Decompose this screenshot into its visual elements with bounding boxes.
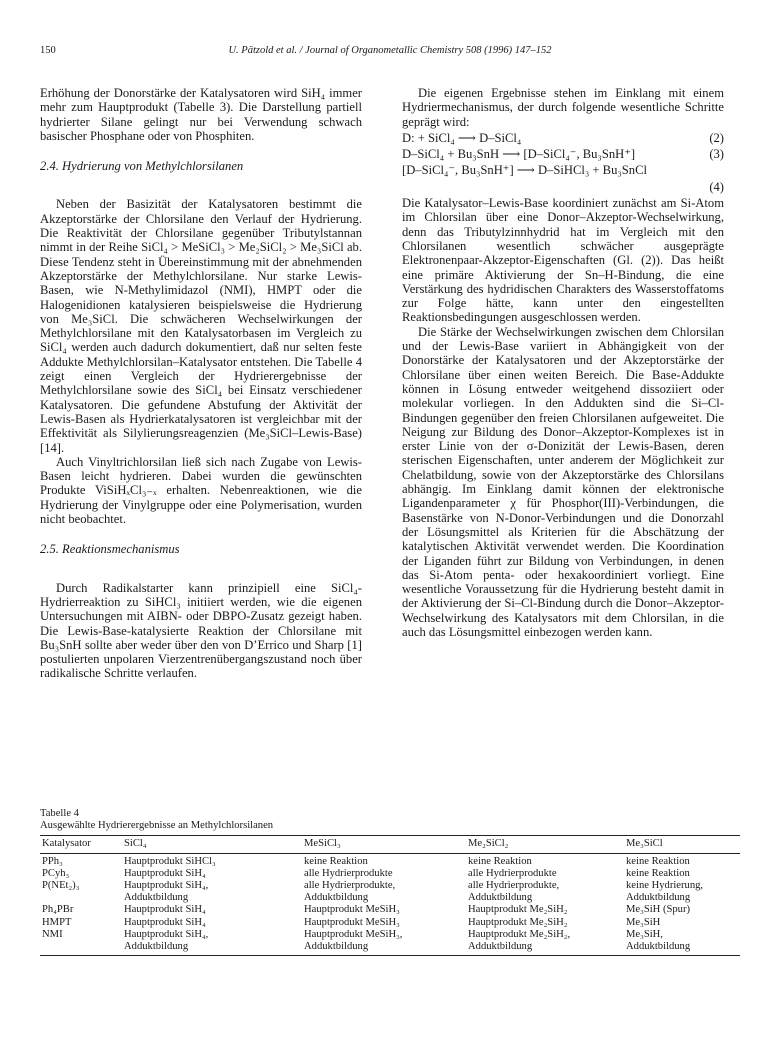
table-cell: Hauptprodukt SiH₄, Adduktbildung bbox=[122, 929, 302, 956]
paragraph: Durch Radikalstarter kann prinzipiell eine SiCl₄-Hydrierreaktion zu SiHCl₃ initiiert werden, wie die eigenen Untersuchungen mit AIBN- oder DBPO-Zusatz gezeigt haben. Die Lewis-Base-katalysierte Reaktion der Chlorsilane mit Bu₃SnH sollte aber weder über den von D’Errico und Sharp [1] postulierten unpolaren Vierzentrenübergangszustand noch über radikalische Schritte verlaufen. bbox=[40, 580, 362, 681]
equation-4 bbox=[402, 163, 724, 177]
right-column bbox=[402, 86, 724, 639]
table-4 bbox=[40, 808, 740, 956]
left-column bbox=[40, 86, 362, 681]
table-cell: Hauptprodukt Me₂SiH₂ bbox=[468, 916, 568, 928]
table-caption: Ausgewählte Hydrierergebnisse an Methylchlorsilanen bbox=[40, 820, 274, 832]
table-cell: Hauptprodukt SiH₄ bbox=[124, 904, 206, 916]
table-cell: keine Reaktion bbox=[626, 867, 690, 879]
equation-2 bbox=[402, 131, 724, 145]
column-header: Me₃SiCl bbox=[624, 836, 740, 853]
table-cell: PCyh₃ bbox=[42, 867, 70, 879]
table-header-row bbox=[40, 836, 740, 853]
equation-number: (2) bbox=[709, 130, 724, 145]
page-number: 150 bbox=[40, 45, 56, 56]
table-row bbox=[40, 880, 740, 904]
table-cell: Hauptprodukt SiH₄ bbox=[124, 867, 206, 879]
table-cell: Me₃SiH bbox=[626, 916, 661, 928]
table-cell: alle Hydrierprodukte bbox=[468, 867, 557, 879]
results-table bbox=[40, 835, 740, 956]
table-cell: Hauptprodukt MeSiH₃ bbox=[304, 916, 400, 928]
table-cell: Me₃SiH (Spur) bbox=[626, 904, 691, 916]
section-heading-2-5: 2.5. Reaktionsmechanismus bbox=[40, 542, 180, 557]
table-cell: Hauptprodukt SiH₄, Adduktbildung bbox=[124, 880, 209, 904]
journal-citation: U. Pätzold et al. / Journal of Organometallic Chemistry 508 (1996) 147–152 bbox=[228, 45, 552, 56]
column-header: Me₂SiCl₂ bbox=[466, 836, 624, 853]
table-cell: PPh₃ bbox=[42, 855, 63, 867]
running-header bbox=[40, 45, 740, 59]
table-row bbox=[40, 917, 740, 929]
equation-number: (4) bbox=[709, 179, 724, 194]
equation-text: [D–SiCl₄⁻, Bu₃SnH⁺] ⟶ D–SiHCl₃ + Bu₃SnCl bbox=[402, 163, 647, 178]
table-cell: keine Hydrierung, Adduktbildung bbox=[626, 880, 704, 904]
equation-text: D: + SiCl₄ ⟶ D–SiCl₄ bbox=[402, 130, 522, 145]
table-cell: alle Hydrierprodukte, Adduktbildung bbox=[304, 880, 396, 904]
table-cell: P(NEt₂)₃ bbox=[42, 880, 80, 892]
table-cell: alle Hydrierprodukte, Adduktbildung bbox=[468, 880, 560, 904]
table-cell: keine Reaktion bbox=[468, 855, 532, 867]
paragraph: Auch Vinyltrichlorsilan ließ sich nach Zugabe von Lewis-Basen leicht hydrieren. Dabei wurden die gewünschten Produkte ViSiHₓCl₃₋ₓ erhalten. Nebenreaktionen, wie die Hydrierung der Vinylgruppe oder eine Polymerisation, wurden nicht beobachtet. bbox=[40, 454, 362, 527]
table-label: Tabelle 4 bbox=[40, 808, 79, 819]
table-row bbox=[40, 904, 740, 916]
paragraph: Erhöhung der Donorstärke der Katalysatoren wird SiH₄ immer mehr zum Hauptprodukt (Tabelle 3). Die Darstellung partiell hydrierter Silane gelingt nur bei Verwendung schwach basischer Phosphane oder von Phosphiten. bbox=[40, 86, 362, 143]
paragraph: Die eigenen Ergebnisse stehen im Einklang mit einem Hydriermechanismus, der durch folgende wesentliche Schritte geprägt wird: bbox=[402, 86, 724, 129]
section-heading-2-4: 2.4. Hydrierung von Methylchlorsilanen bbox=[40, 159, 244, 174]
table-body bbox=[40, 853, 740, 956]
table-cell: Hauptprodukt Me₂SiH₂ bbox=[468, 904, 568, 916]
table-cell: HMPT bbox=[42, 916, 72, 928]
table-row bbox=[40, 929, 740, 956]
column-header: MeSiCl₃ bbox=[302, 836, 466, 853]
table-cell: Hauptprodukt SiH₄ bbox=[124, 916, 206, 928]
table-cell: keine Reaktion bbox=[626, 855, 690, 867]
table-cell: Hauptprodukt Me₂SiH₂, Adduktbildung bbox=[466, 929, 624, 956]
paragraph: Die Stärke der Wechselwirkungen zwischen dem Chlorsilan und der Lewis-Base variiert in Abhängigkeit von der Donorstärke der Katalysatoren und der Akzeptorstärke der Chlorsilane über einen weiten Bereich. Die Base-Addukte können in Lösung entweder weitgehend dissoziiert oder molekular vorliegen. In den Addukten sind die Si–Cl-Bindungen gegenüber den freien Chlorsilanen aufgeweitet. Die Neigung zur Bildung des Donor–Akzeptor-Komplexes ist in erster Linie von der σ-Donizität der Lewis-Basen, deren sterischen Eigenschaften, unter anderem der Möglichkeit zur Chelatbildung, sowie von der Akzeptorstärke des Chlorsilans abhängig. Im Einklang damit können der elektronische Ligandenparameter χ für Phosphor(III)-Verbindungen, die Basenstärke von N-Donor-Verbindungen und die Donorzahl der Lösungsmittel als Kriterien für die Abschätzung der katalytischen Aktivität verwendet werden. Die Koordination der Liganden führt zur Bildung von Verbindungen, in denen das Si-Atom penta- oder hexakoordiniert vorliegt. Eine wesentliche Voraussetzung für die Hydrierung besteht damit in der Aktivierung der Si–Cl-Bindung durch die Donor–Akzeptor-Wechselwirkung des Katalysators mit dem Chlorsilan, in die auch das Lösungsmittel einbezogen werden kann. bbox=[402, 324, 724, 639]
table-cell: Ph₄PBr bbox=[42, 904, 74, 916]
table-cell: NMI bbox=[40, 929, 122, 956]
table-cell: Me₃SiH, Adduktbildung bbox=[624, 929, 740, 956]
table-cell: Hauptprodukt SiHCl₃ bbox=[124, 855, 216, 867]
table-row bbox=[40, 868, 740, 880]
paragraph: Neben der Basizität der Katalysatoren bestimmt die Akzeptorstärke der Chlorsilane den Verlauf der Hydrierung. Die Reaktivität der Chlorsilane gegenüber Tributylstannan nimmt in der Reihe SiCl₄ > MeSiCl₃ > Me₂SiCl₂ > Me₃SiCl ab. Diese Tendenz steht in Übereinstimmung mit der abnehmenden Akzeptorstärke der Methylchlorsilane. Nur starke Lewis-Basen, wie N-Methylimidazol (NMI), HMPT oder die Halogenidionen katalysieren beispielsweise die Hydrierung von Me₃SiCl. Die schwächeren Wechselwirkungen der Methylchlorsilane mit den Katalysatorbasen im Vergleich zu SiCl₄ werden auch dadurch dokumentiert, daß nur selten feste Addukte Methylchlorsilan–Katalysator entstehen. Die Tabelle 4 zeigt einen Vergleich der Hydrierergebnisse der Methylchlorsilane sowie des SiCl₄ bei Einsatz verschiedener Katalysatoren. Die gefundene Abstufung der Aktivität der Lewis-Basen als Hydrierkatalysatoren ist vergleichbar mit der Effektivität als Silylierungsreagenzien (Me₃SiCl–Lewis-Base) [14]. bbox=[40, 197, 362, 455]
table-cell: keine Reaktion bbox=[304, 855, 368, 867]
table-row bbox=[40, 853, 740, 868]
column-header: Katalysator bbox=[40, 836, 122, 853]
equation-number: (3) bbox=[709, 147, 724, 162]
equation-3 bbox=[402, 147, 724, 161]
equation-text: D–SiCl₄ + Bu₃SnH ⟶ [D–SiCl₄⁻, Bu₃SnH⁺] bbox=[402, 147, 636, 162]
table-cell: Hauptprodukt MeSiH₃, Adduktbildung bbox=[302, 929, 466, 956]
table-cell: Hauptprodukt MeSiH₃ bbox=[304, 904, 400, 916]
column-header: SiCl₄ bbox=[122, 836, 302, 853]
table-cell: alle Hydrierprodukte bbox=[304, 867, 393, 879]
paragraph: Die Katalysator–Lewis-Base koordiniert zunächst am Si-Atom im Chlorsilan über eine Donor–Akzeptor-Wechselwirkung, denn das Tributylzinnhydrid hat im Vergleich mit den Chlorsilanen wesentlich schwächer ausgeprägte Elektronenpaar-Akzeptor-Eigenschaften (Gl. (2)). Das heißt eine primäre Aktivierung der Sn–H-Bindung, die eine Verstärkung des hydridischen Charakters des Wasserstoffatoms zur Folge hätte, kann unter den eingestellten Reaktionsbedingungen ausgeschlossen werden. bbox=[402, 196, 724, 325]
